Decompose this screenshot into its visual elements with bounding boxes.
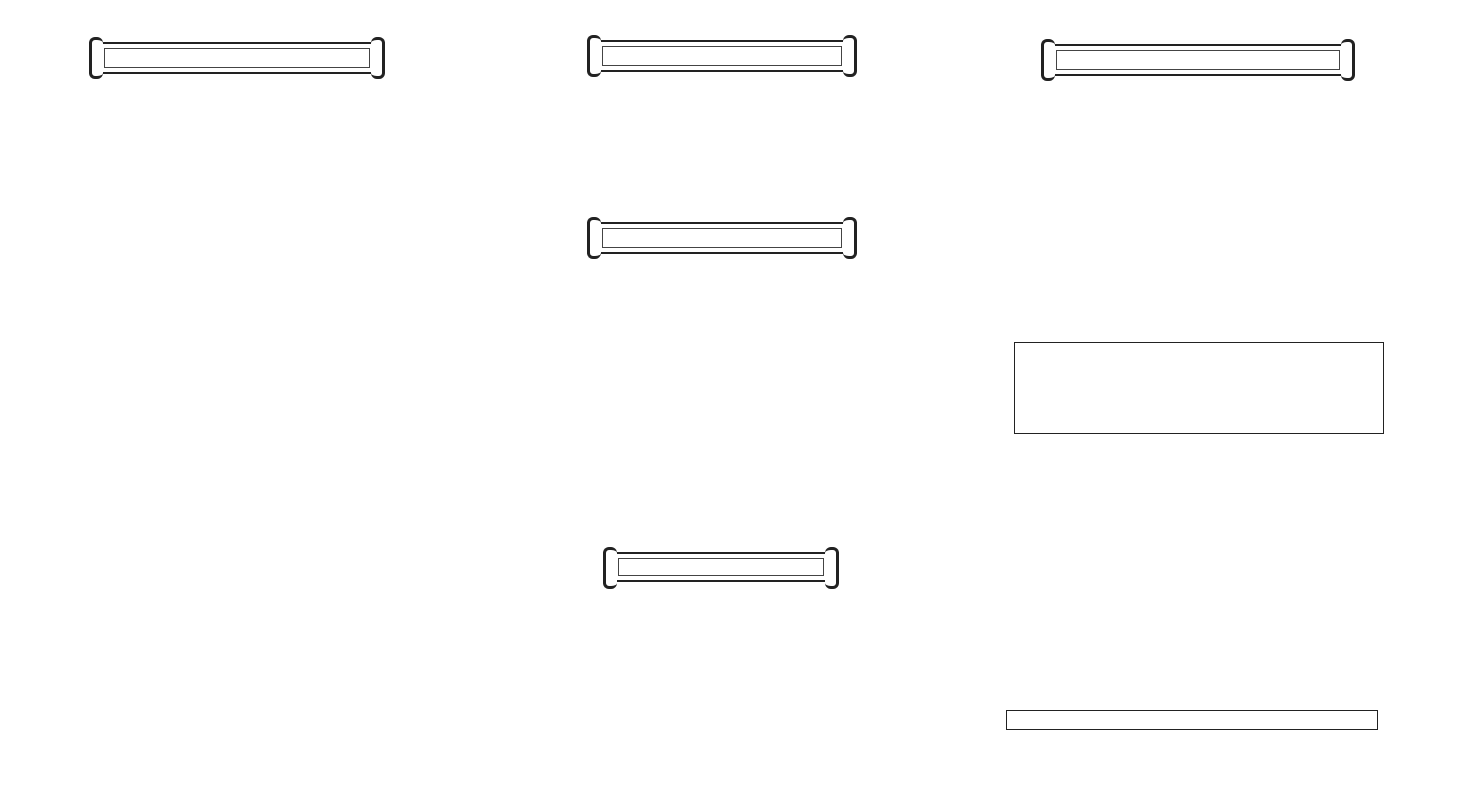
news-column: [1000, 0, 1384, 786]
cleaning-box: [1006, 710, 1378, 730]
sunday-worship-column: [22, 0, 452, 786]
sunday-worship-banner: [96, 42, 378, 74]
wednesday-prayer-banner: [594, 222, 850, 254]
weekday-worship-column: [514, 0, 930, 786]
schedule-banner: [610, 552, 832, 582]
district-worship-banner: [594, 40, 850, 72]
school-info-box: [1014, 342, 1384, 434]
news-banner: [1048, 44, 1348, 76]
